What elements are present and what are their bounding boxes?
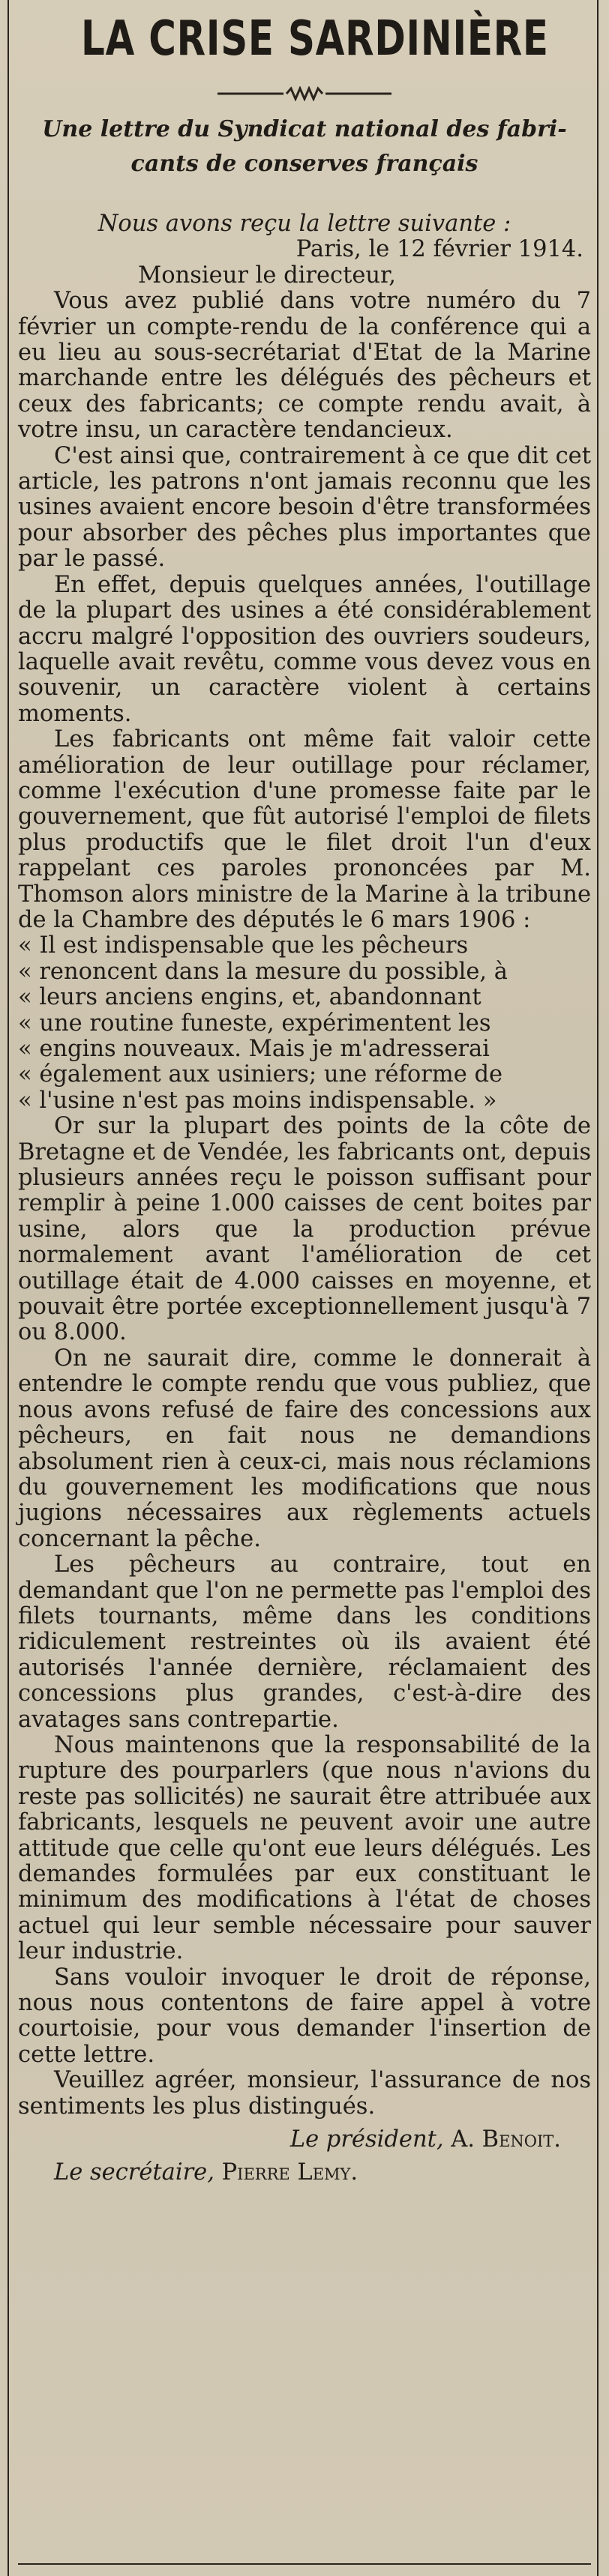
paragraph: On ne saurait dire, comme le donnerait à entendre le compte rendu que vous publiez, que nous avons refusé de faire des concessions aux pêcheurs, en fait nous ne demandions absolument rien à ceux-ci, mais nous réclamions du gouvernement les modifications que nous jugions nécessaires aux règlements actuels concernant la pêche.	[18, 1345, 591, 1552]
ornament-divider	[18, 76, 591, 109]
secretary-title: Le secrétaire,	[54, 2159, 214, 2186]
subhead-line: cants de conserves français	[130, 151, 478, 177]
quote-line: « également aux usiniers; une réforme de	[18, 1061, 503, 1088]
secretary-name: Pierre Lemy.	[221, 2159, 358, 2186]
subhead-line: Une lettre du Syndicat national des fabri-	[42, 116, 567, 142]
paragraph: C'est ainsi que, contrairement à ce que dit cet article, les patrons n'ont jamais reconnu que les usines avaient encore besoin d'être transformées pour absorber des pêches plus importantes que par le passé.	[18, 442, 591, 573]
president-name: A. Benoit.	[451, 2126, 561, 2153]
paragraph: Les fabricants ont même fait valoir cette amélioration de leur outillage pour réclamer, comme l'exécution d'une promesse faite par le gouvernement, que fût autorisé l'emploi de filets plus productifs que le filet droit l'un d'eux rappelant ces paroles prononcées par M. Thomson alors ministre de la Marine à la tribune de la Chambre des députés le 6 mars 1906 :	[18, 726, 591, 933]
article-subhead	[18, 112, 591, 181]
president-signature	[18, 2127, 561, 2153]
quote-line: « leurs anciens engins, et, abandonnant	[18, 984, 482, 1011]
article-body	[18, 211, 591, 2186]
paragraph: Veuillez agréer, monsieur, l'assurance de nos sentiments les plus distingués.	[18, 2067, 591, 2120]
article-column	[18, 6, 591, 2186]
letter-salutation: Monsieur le directeur,	[138, 262, 396, 289]
quote-line: « une routine funeste, expérimentent les	[18, 1010, 491, 1037]
secretary-signature	[18, 2160, 591, 2186]
paragraph: Or sur la plupart des points de la côte de Bretagne et de Vendée, les fabricants ont, depuis plusieurs années reçu le poisson suffisant pour remplir à peine 1.000 caisses de cent boites par usine, alors que la production prévue normalement avant l'amélioration de cet outillage était de 4.000 caisses en moyenne, et pouvait être portée exceptionnellement jusqu'à 7 ou 8.000.	[18, 1113, 591, 1346]
paragraph: Nous maintenons que la responsabilité de la rupture des pourparlers (que nous n'avions du reste pas sollicités) ne saurait être attribuée aux fabricants, lesquels ne peuvent avoir une autre attitude que celle qu'ont eue leurs délégués. Les demandes formulées par eux constituant le minimum des modifications à l'état de choses actuel qui leur semble nécessaire pour sauver leur industrie.	[18, 1731, 591, 1965]
paragraph: Les pêcheurs au contraire, tout en demandant que l'on ne permette pas l'emploi des filets tournants, même dans les conditions ridiculement restreintes où ils avaient été autorisés l'année dernière, réclamaient des concessions plus grandes, c'est-à-dire des avatages sans contrepartie.	[18, 1551, 591, 1733]
quote-line: « Il est indispensable que les pêcheurs	[18, 932, 469, 959]
quote-line: « renoncent dans la mesure du possible, à	[18, 958, 508, 985]
intro-line: Nous avons reçu la lettre suivante :	[98, 211, 512, 237]
paragraph: Sans vouloir invoquer le droit de réponse, nous nous contentons de faire appel à votre courtoisie, pour vous demander l'insertion de cette lettre.	[18, 1964, 591, 2068]
left-column-rule	[8, 0, 9, 2576]
paragraph: En effet, depuis quelques années, l'outillage de la plupart des usines a été considérablement accru malgré l'opposition des ouvriers soudeurs, laquelle avait revêtu, comme vous devez vous en souvenir, un caractère violent à certains moments.	[18, 571, 591, 727]
paragraph: Vous avez publié dans votre numéro du 7 février un compte-rendu de la conférence qui a eu lieu au sous-secrétariat d'Etat de la Marine marchande entre les délégués des pêcheurs et ceux des fabricants; ce compte rendu avait, à votre insu, un caractère tendancieux.	[18, 288, 591, 444]
right-column-rule	[597, 0, 598, 2576]
letter-dateline: Paris, le 12 février 1914.	[296, 236, 584, 263]
bottom-rule	[18, 2563, 591, 2565]
president-title: Le président,	[290, 2126, 444, 2153]
quote-line: « l'usine n'est pas moins indispensable. »	[18, 1087, 497, 1114]
quote-line: « engins nouveaux. Mais je m'adresserai	[18, 1036, 490, 1062]
article-headline: LA CRISE SARDINIÈRE	[81, 11, 549, 67]
flourish-icon	[214, 86, 394, 101]
quotation	[18, 933, 591, 1114]
